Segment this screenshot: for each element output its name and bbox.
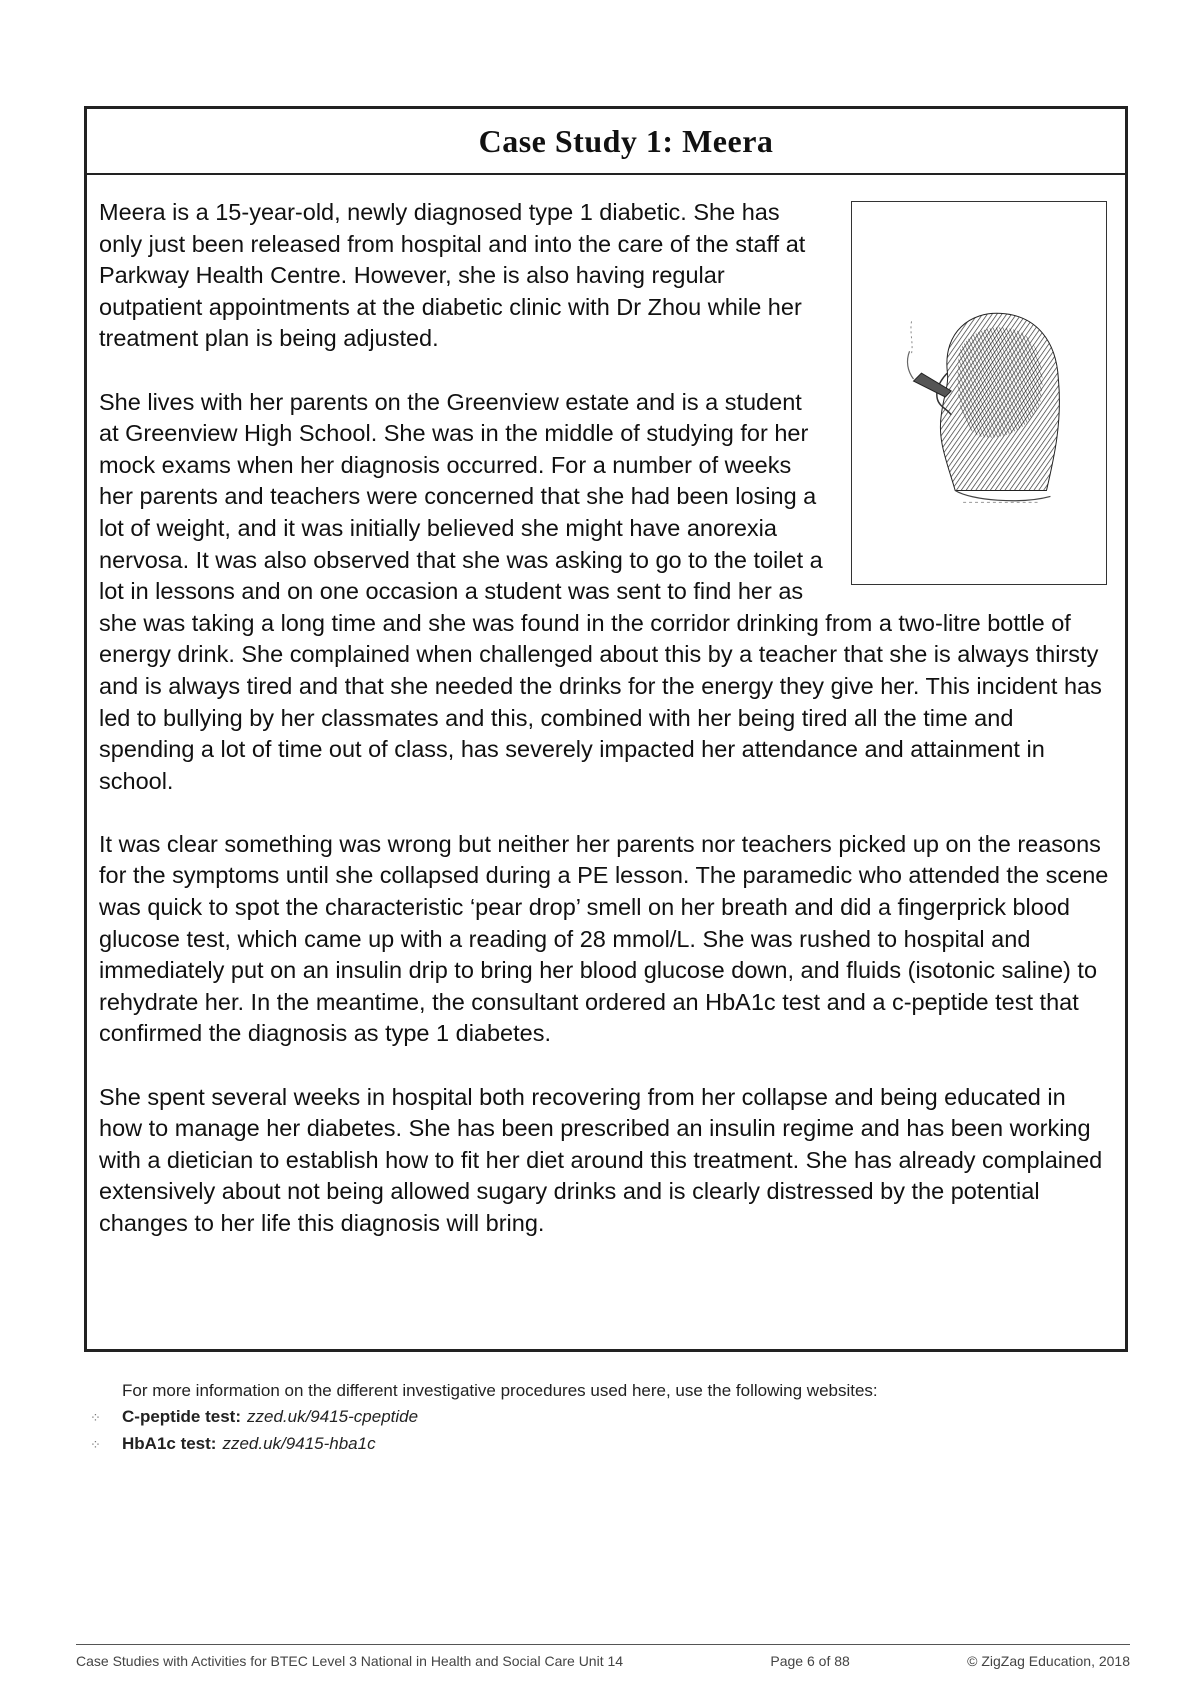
case-study-body (87, 197, 1125, 1240)
bullet-icon: ⁘ (90, 1410, 101, 1425)
hba1c-link[interactable]: zzed.uk/9415-hba1c (222, 1434, 376, 1453)
case-study-title: Case Study 1: Meera (478, 122, 774, 159)
case-paragraph: Meera is a 15-year-old, newly diagnosed type 1 diabetic. She has only just been released from hospital and into the care of the staff at Parkway Health Centre. However, she is also having regular outpatient appointments at the diabetic clinic with Dr Zhou while her treatment plan is being adjusted. (99, 199, 806, 352)
girl-drinking-illustration (852, 202, 1106, 584)
cpeptide-link[interactable]: zzed.uk/9415-cpeptide (247, 1407, 419, 1426)
footnote-link-label: HbA1c test: (122, 1434, 217, 1453)
further-reading-note (90, 1378, 1130, 1458)
footnote-link-label: C-peptide test: (122, 1407, 241, 1426)
case-study-box (84, 106, 1128, 1352)
footnote-link-item (90, 1404, 1130, 1431)
course-title: Case Studies with Activities for BTEC Level 3 National in Health and Social Care Unit 14 (76, 1653, 624, 1669)
photo-frame (851, 201, 1107, 585)
footnote-link-item (90, 1431, 1130, 1458)
footnote-intro: For more information on the different investigative procedures used here, use the following websites: (122, 1381, 878, 1400)
copyright: © ZigZag Education, 2018 (967, 1653, 1130, 1669)
page-footer (76, 1644, 1130, 1669)
case-study-header (87, 109, 1125, 175)
case-paragraph: It was clear something was wrong but neither her parents nor teachers picked up on the reasons for the symptoms until she collapsed during a PE lesson. The paramedic who attended the scene was quick to spot the characteristic ‘pear drop’ smell on her breath and did a fingerprick blood glucose test, which came up with a reading of 28 mmol/L. She was rushed to hospital and immediately put on an insulin drip to bring her blood glucose down, and fluids (isotonic saline) to rehydrate her. In the meantime, the consultant ordered an HbA1c test and a c-peptide test that confirmed the diagnosis as type 1 diabetes. (99, 830, 1109, 1047)
case-paragraph: She spent several weeks in hospital both recovering from her collapse and being educated in how to manage her diabetes. She has been prescribed an insulin regime and has been working with a dietician to establish how to fit her diet around this treatment. She has already complained extensively about not being allowed sugary drinks and is clearly distressed by the potential changes to her life this diagnosis will bring. (99, 1083, 1103, 1236)
page-number: Page 6 of 88 (770, 1653, 850, 1669)
case-paragraph: She lives with her parents on the Greenview estate and is a student at Greenview High School. She was in the middle of studying for her mock exams when her diagnosis occurred. For a number of weeks her parents and teachers were concerned that she had been losing a lot of weight, and it was initially believed she might have anorexia nervosa. It was also observed that she was asking to go to the toilet a lot in lessons and on one occasion a student was sent to find her as she was taking a long time and she was found in the corridor drinking from a two-litre bottle of energy drink. She complained when challenged about this by a teacher that she is always thirsty and is always tired and that she needed the drinks for the energy they give her. This incident has led to bullying by her classmates and this, combined with her being tired all the time and spending a lot of time out of class, has severely impacted her attendance and attainment in school. (99, 388, 1102, 794)
bullet-icon: ⁘ (90, 1437, 101, 1452)
